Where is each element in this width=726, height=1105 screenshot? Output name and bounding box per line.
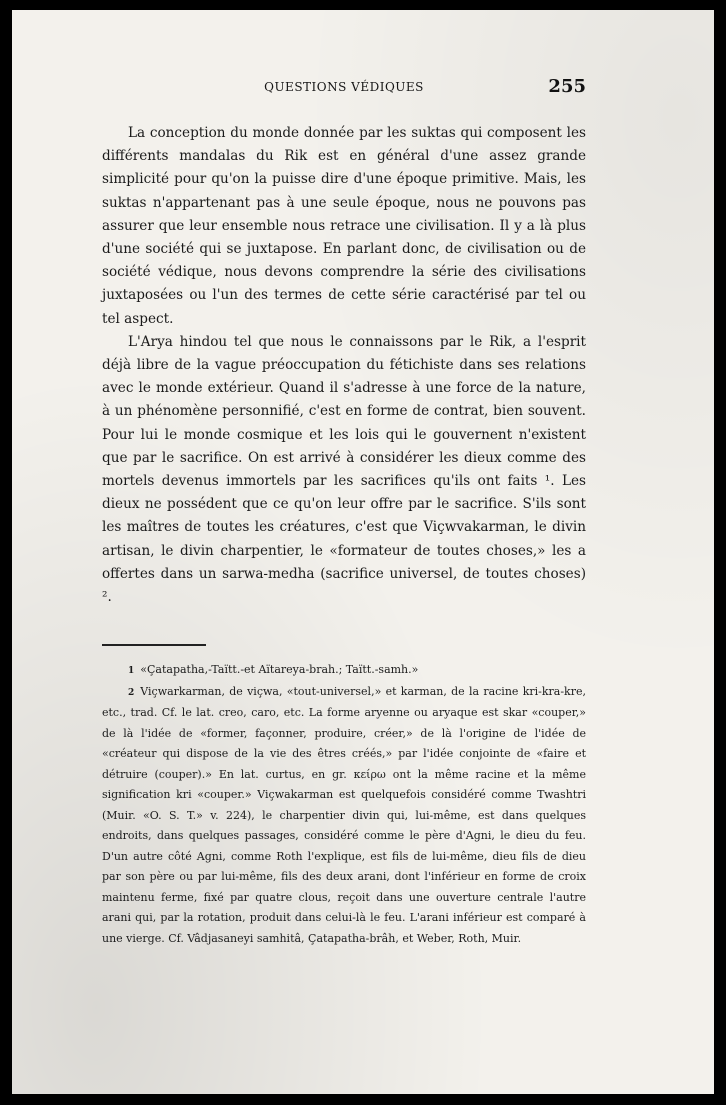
footnote (102, 682, 586, 950)
footnote (102, 660, 586, 682)
footnote-separator (102, 644, 206, 646)
footnote-text: Viçwarkarman, de viçwa, «tout-universel,» et karman, de la racine kri-kra-kre, etc., trad. Cf. le lat. creo, caro, etc. La forme aryenne ou aryaque est skar «couper,» de là l'idée de «former, façonner, produire, créer,» de là l'origine de l'idée de «créateur qui dispose de la vie des êtres créés,» par l'idée conjointe de «faire et détruire (couper).» En lat. curtus, en gr. κείρω ont la même racine et la même signification kri «couper.» Viçwakarman est quelquefois considéré comme Twashtri (Muir. «O. S. T.» v. 224), le charpentier divin qui, lui-même, est dans quelques endroits, dans quelques passages, considéré comme le père d'Agni, le dieu du feu. D'un autre côté Agni, comme Roth l'explique, est fils de lui-même, dieu fils de dieu par son père ou par lui-même, fils des deux arani, dont l'inférieur en forme de croix maintenu ferme, fixé par quatre clous, reçoit dans une ouverture centrale l'autre arani qui, par la rotation, produit dans celui-là le feu. L'arani inférieur est comparé à une vierge. Cf. Vâdjasaneyi samhitâ, Çatapatha-brâh, et Weber, Roth, Muir. (102, 684, 586, 945)
footnote-number: 2 (128, 687, 135, 698)
footnote-text: «Çatapatha,-Taïtt.-et Aïtareya-brah.; Taïtt.-samh.» (140, 663, 419, 676)
paragraph: L'Arya hindou tel que nous le connaissons par le Rik, a l'esprit déjà libre de la vague préoccupation du fétichiste dans ses relations avec le monde extérieur. Quand il s'adresse à une force de la nature, à un phénomène personnifié, c'est en forme de contrat, bien souvent. Pour lui le monde cosmique et les lois qui le gouvernent n'existent que par le sacrifice. On est arrivé à considérer les dieux comme des mortels devenus immortels par les sacrifices qu'ils ont faits ¹. Les dieux ne possédent que ce qu'on leur offre par le sacrifice. S'ils sont les maîtres de toutes les créatures, c'est que Viçwvakarman, le divin artisan, le divin charpentier, le «formateur de toutes choses,» les a offertes dans un sarwa-medha (sacrifice universel, de toutes choses) ². (102, 333, 586, 606)
paragraph: La conception du monde donnée par les suktas qui composent les différents mandalas du Rik est en général d'une assez grande simplicité pour qu'on la puisse dire d'une époque primitive. Mais, les suktas n'appartenant pas à une seule époque, nous ne pouvons pas assurer que leur ensemble nous retrace une civilisation. Il y a là plus d'une société qui se juxtapose. En parlant donc, de civilisation ou de société védique, nous devons comprendre la série des civilisations juxtaposées ou l'un des termes de cette série caractérisé par tel ou tel aspect. (102, 125, 586, 327)
footnotes (102, 660, 586, 949)
footnote-number: 1 (128, 666, 135, 676)
main-text (102, 122, 586, 609)
running-title: QUESTIONS VÉDIQUES (264, 80, 424, 94)
page-number: 255 (548, 76, 586, 97)
book-page (12, 10, 714, 1094)
page-header (102, 76, 586, 100)
